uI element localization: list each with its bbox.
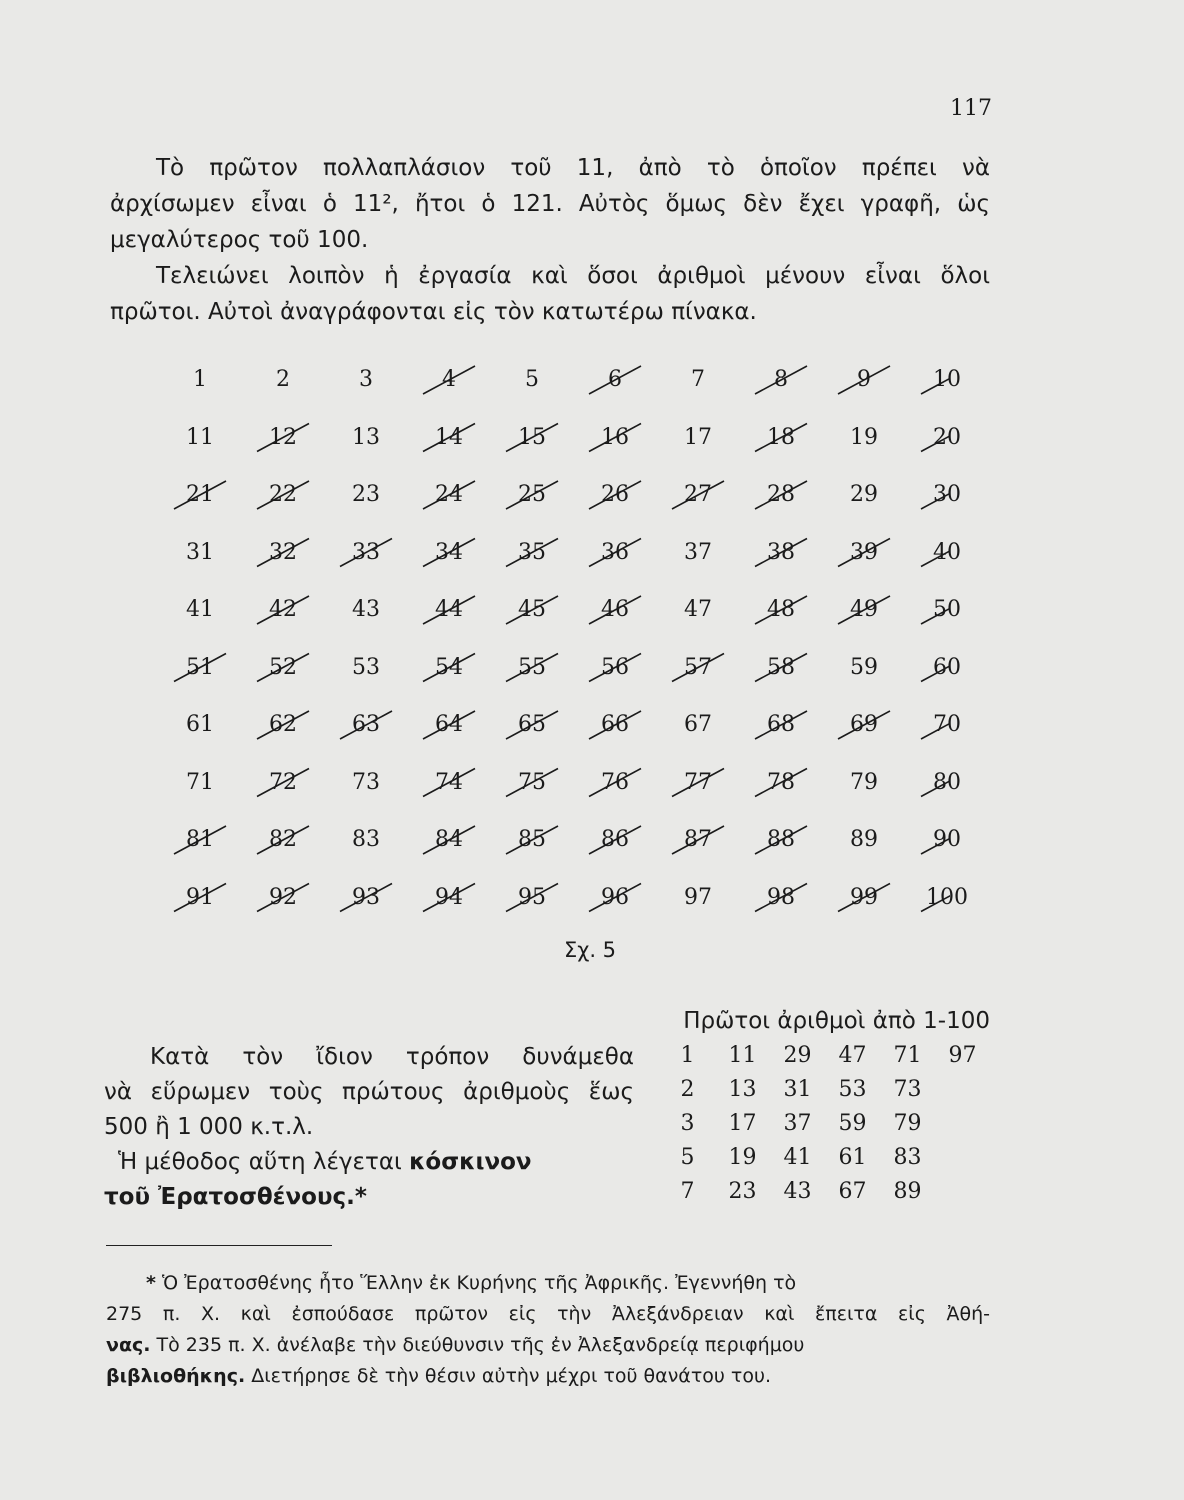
sieve-number-41: 41	[186, 597, 214, 622]
sieve-number-25: 25	[518, 482, 546, 507]
prime-11: 11	[728, 1043, 757, 1068]
prime-79: 79	[893, 1111, 922, 1136]
sieve-number-34: 34	[435, 539, 463, 565]
sieve-number-12: 12	[269, 424, 297, 450]
sieve-number-82: 82	[269, 827, 297, 852]
sieve-number-14: 14	[435, 424, 463, 450]
intro-paragraph	[110, 150, 990, 258]
sieve-number-11: 11	[186, 424, 214, 450]
prime-73: 73	[893, 1077, 922, 1102]
sieve-number-47: 47	[684, 597, 712, 622]
sieve-number-86: 86	[601, 827, 629, 852]
sieve-number-2: 2	[276, 367, 290, 392]
method-line-1: Κατὰ τὸν ἴδιον τρόπον δυνάμεθα	[150, 1044, 634, 1070]
sieve-number-21: 21	[186, 482, 214, 507]
sieve-number-73: 73	[352, 769, 380, 795]
sieve-number-17: 17	[684, 424, 712, 450]
sieve-number-13: 13	[352, 424, 380, 450]
sieve-number-60: 60	[933, 654, 961, 680]
footnote	[106, 1268, 990, 1392]
intro-line-3: μεγαλύτερος τοῦ 100.	[110, 227, 369, 253]
sieve-number-81: 81	[186, 827, 214, 852]
sieve-number-58: 58	[767, 654, 795, 680]
sieve-number-7: 7	[691, 367, 705, 392]
prime-1: 1	[680, 1043, 695, 1068]
sieve-number-4: 4	[442, 367, 456, 392]
sieve-number-52: 52	[269, 654, 297, 680]
prime-47: 47	[838, 1043, 867, 1068]
sieve-number-84: 84	[435, 827, 463, 852]
sieve-number-69: 69	[850, 712, 878, 737]
footnote-line-1-text: Ὁ Ἐρατοσθένης ἦτο Ἕλλην ἐκ Κυρήνης τῆς Ἀφρικῆς. Ἐγεννήθη τὸ	[161, 1272, 797, 1294]
method-line-3: 500 ἢ 1 000 κ.τ.λ.	[104, 1114, 314, 1140]
sieve-number-31: 31	[186, 539, 214, 565]
sieve-number-40: 40	[933, 539, 961, 565]
sieve-number-55: 55	[518, 654, 546, 680]
sieve-number-77: 77	[684, 769, 712, 795]
sieve-number-51: 51	[186, 654, 214, 680]
sieve-number-87: 87	[684, 827, 712, 852]
footnote-divider	[106, 1245, 332, 1246]
method-paragraph	[104, 1040, 634, 1215]
sieve-number-43: 43	[352, 597, 380, 622]
sieve-number-61: 61	[186, 712, 214, 737]
sieve-number-76: 76	[601, 769, 629, 795]
sieve-number-71: 71	[186, 769, 214, 795]
method-line-4-text: Ἡ μέθοδος αὕτη λέγεται	[118, 1149, 410, 1175]
sieve-number-3: 3	[359, 367, 373, 392]
sieve-number-9: 9	[857, 367, 871, 392]
sieve-number-98: 98	[767, 884, 795, 910]
sieve-number-94: 94	[435, 884, 463, 910]
sieve-number-33: 33	[352, 539, 380, 565]
sieve-number-59: 59	[850, 654, 878, 680]
sieve-number-27: 27	[684, 482, 712, 507]
footnote-line-3-bold: νας.	[106, 1334, 151, 1356]
sieve-number-67: 67	[684, 712, 712, 737]
prime-41: 41	[783, 1145, 812, 1170]
sieve-number-99: 99	[850, 884, 878, 910]
second-line-1: Τελειώνει λοιπὸν ἡ ἐργασία καὶ ὅσοι ἀριθμοὶ μένουν εἶναι ὅλοι	[156, 263, 990, 289]
method-line-4	[104, 1145, 634, 1180]
sieve-number-48: 48	[767, 597, 795, 622]
sieve-number-74: 74	[435, 769, 463, 795]
sieve-number-37: 37	[684, 539, 712, 565]
sieve-number-26: 26	[601, 482, 629, 507]
page-number: 117	[950, 96, 992, 121]
sieve-number-15: 15	[518, 424, 546, 450]
second-line-2: πρῶτοι. Αὐτοὶ ἀναγράφονται εἰς τὸν κατωτέρω πίνακα.	[110, 299, 757, 325]
sieve-number-93: 93	[352, 884, 380, 910]
second-paragraph	[110, 258, 990, 330]
sieve-number-85: 85	[518, 827, 546, 852]
sieve-number-24: 24	[435, 482, 463, 507]
sieve-number-75: 75	[518, 769, 546, 795]
prime-3: 3	[680, 1111, 695, 1136]
intro-line-1: Τὸ πρῶτον πολλαπλάσιον τοῦ 11, ἀπὸ τὸ ὁποῖον πρέπει νὰ	[156, 155, 990, 181]
prime-71: 71	[893, 1043, 922, 1068]
sieve-number-29: 29	[850, 482, 878, 507]
sieve-number-30: 30	[933, 482, 961, 507]
prime-17: 17	[728, 1111, 757, 1136]
sieve-number-28: 28	[767, 482, 795, 507]
prime-29: 29	[783, 1043, 812, 1068]
method-line-5	[104, 1180, 634, 1215]
sieve-number-38: 38	[767, 539, 795, 565]
sieve-number-10: 10	[933, 367, 961, 392]
sieve-number-78: 78	[767, 769, 795, 795]
sieve-number-96: 96	[601, 884, 629, 910]
sieve-number-46: 46	[601, 597, 629, 622]
sieve-number-79: 79	[850, 769, 878, 795]
sieve-number-68: 68	[767, 712, 795, 737]
prime-97: 97	[948, 1043, 977, 1068]
sieve-of-eratosthenes-grid	[160, 360, 968, 920]
eratosthenes-term: τοῦ Ἐρατοσθένους.	[104, 1184, 355, 1210]
sieve-number-70: 70	[933, 712, 961, 737]
sieve-number-36: 36	[601, 539, 629, 565]
sieve-number-88: 88	[767, 827, 795, 852]
sieve-number-64: 64	[435, 712, 463, 737]
primes-table-title: Πρῶτοι ἀριθμοὶ ἀπὸ 1-100	[683, 1008, 990, 1034]
sieve-number-42: 42	[269, 597, 297, 622]
sieve-number-39: 39	[850, 539, 878, 565]
sieve-number-45: 45	[518, 597, 546, 622]
prime-67: 67	[838, 1179, 867, 1204]
sieve-number-5: 5	[525, 367, 539, 392]
sieve-number-44: 44	[435, 597, 463, 622]
prime-83: 83	[893, 1145, 922, 1170]
sieve-number-20: 20	[933, 424, 961, 450]
sieve-number-49: 49	[850, 597, 878, 622]
sieve-number-18: 18	[767, 424, 795, 450]
footnote-line-4-text: Διετήρησε δὲ τὴν θέσιν αὐτὴν μέχρι τοῦ θανάτου του.	[251, 1365, 772, 1387]
sieve-number-72: 72	[269, 769, 297, 795]
sieve-number-91: 91	[186, 884, 214, 910]
sieve-number-100: 100	[926, 884, 968, 910]
prime-89: 89	[893, 1179, 922, 1204]
sieve-number-32: 32	[269, 539, 297, 565]
footnote-line-1	[106, 1268, 990, 1299]
sieve-term: κόσκινον	[409, 1149, 532, 1175]
sieve-number-63: 63	[352, 712, 380, 737]
prime-2: 2	[680, 1077, 695, 1102]
prime-37: 37	[783, 1111, 812, 1136]
sieve-number-92: 92	[269, 884, 297, 910]
prime-61: 61	[838, 1145, 867, 1170]
footnote-line-3-text: Τὸ 235 π. Χ. ἀνέλαβε τὴν διεύθυνσιν τῆς ἐν Ἀλεξανδρείᾳ περιφήμου	[156, 1334, 805, 1356]
prime-13: 13	[728, 1077, 757, 1102]
footnote-marker: *	[146, 1272, 156, 1294]
prime-19: 19	[728, 1145, 757, 1170]
intro-line-2: ἀρχίσωμεν εἶναι ὁ 11², ἤτοι ὁ 121. Αὐτὸς ὅμως δὲν ἔχει γραφῆ, ὡς	[110, 191, 990, 217]
footnote-line-2: 275 π. Χ. καὶ ἐσπούδασε πρῶτον εἰς τὴν Ἀλεξάνδρειαν καὶ ἔπειτα εἰς Ἀθή-	[106, 1303, 990, 1325]
prime-7: 7	[680, 1179, 695, 1204]
sieve-number-65: 65	[518, 712, 546, 737]
method-line-2: νὰ εὕρωμεν τοὺς πρώτους ἀριθμοὺς ἕως	[104, 1079, 634, 1105]
footnote-line-4-bold: βιβλιοθήκης.	[106, 1365, 246, 1387]
sieve-number-22: 22	[269, 482, 297, 507]
sieve-number-8: 8	[774, 367, 788, 392]
prime-5: 5	[680, 1145, 695, 1170]
sieve-number-57: 57	[684, 654, 712, 680]
sieve-number-56: 56	[601, 654, 629, 680]
sieve-number-66: 66	[601, 712, 629, 737]
sieve-number-1: 1	[193, 367, 207, 392]
prime-31: 31	[783, 1077, 812, 1102]
sieve-number-89: 89	[850, 827, 878, 852]
footnote-line-3	[106, 1330, 990, 1361]
sieve-number-95: 95	[518, 884, 546, 910]
prime-43: 43	[783, 1179, 812, 1204]
prime-23: 23	[728, 1179, 757, 1204]
sieve-number-90: 90	[933, 827, 961, 852]
sieve-number-50: 50	[933, 597, 961, 622]
sieve-number-83: 83	[352, 827, 380, 852]
sieve-number-16: 16	[601, 424, 629, 450]
sieve-number-19: 19	[850, 424, 878, 450]
sieve-number-97: 97	[684, 884, 712, 910]
footnote-line-4	[106, 1361, 990, 1392]
footnote-reference: *	[354, 1184, 367, 1210]
sieve-number-6: 6	[608, 367, 622, 392]
sieve-number-35: 35	[518, 539, 546, 565]
sieve-number-23: 23	[352, 482, 380, 507]
sieve-number-54: 54	[435, 654, 463, 680]
figure-caption: Σχ. 5	[563, 938, 617, 962]
prime-53: 53	[838, 1077, 867, 1102]
sieve-number-62: 62	[269, 712, 297, 737]
sieve-number-53: 53	[352, 654, 380, 680]
sieve-number-80: 80	[933, 769, 961, 795]
prime-59: 59	[838, 1111, 867, 1136]
